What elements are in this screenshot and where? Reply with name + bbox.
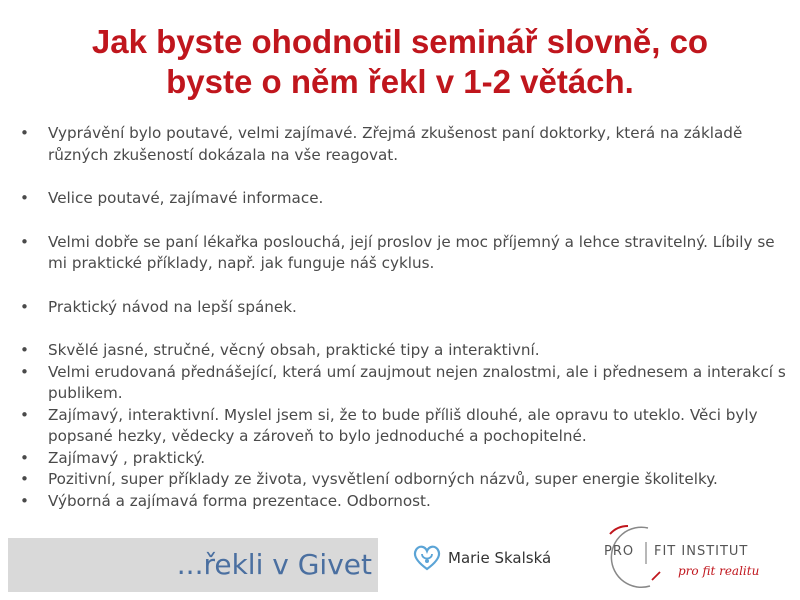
list-item-text: Velice poutavé, zajímavé informace. xyxy=(48,189,324,207)
list-item xyxy=(20,448,790,470)
bullet-icon: • xyxy=(20,124,29,142)
list-item xyxy=(20,340,790,362)
list-item xyxy=(20,232,790,275)
list-item xyxy=(20,362,790,405)
logo-name: Marie Skalská xyxy=(448,549,552,567)
bullet-icon: • xyxy=(20,297,29,316)
footer-text: ...řekli v Givet xyxy=(176,548,372,581)
list-item-text: Velmi dobře se paní lékařka poslouchá, její proslov je moc příjemný a lehce stravitelný. Líbily se mi praktické příklady, např. jak funguje náš cyklus. xyxy=(48,232,775,272)
list-item-text: Pozitivní, super příklady ze života, vysvětlení odborných názvů, super energie školitelky. xyxy=(48,470,718,488)
bullet-icon: • xyxy=(20,448,29,467)
list-item xyxy=(20,123,790,166)
list-item xyxy=(20,469,790,491)
list-item-text: Zajímavý, interaktivní. Myslel jsem si, že to bude příliš dlouhé, ale opravu to uteklo. Věci byly popsané hezky, vědecky a zároveň to bylo jednoduché a pochopitelné. xyxy=(48,405,758,445)
heart-stethoscope-icon xyxy=(412,542,442,574)
list-item xyxy=(20,405,790,448)
slide-title-line-2: byste o něm řekl v 1-2 větách. xyxy=(166,63,634,100)
bullet-icon: • xyxy=(20,405,29,424)
marie-skalska-logo xyxy=(412,542,551,574)
bullet-icon: • xyxy=(20,491,29,510)
list-item xyxy=(20,188,790,210)
footer-band xyxy=(8,538,378,592)
bullet-icon: • xyxy=(20,232,29,251)
list-item-text: Skvělé jasné, stručné, věcný obsah, praktické tipy a interaktivní. xyxy=(48,341,540,359)
list-item-text: Zajímavý , praktický. xyxy=(48,448,206,467)
profit-institut-logo xyxy=(588,520,793,594)
bullet-icon: • xyxy=(20,189,29,207)
list-item-text: Praktický návod na lepší spánek. xyxy=(48,297,297,316)
slide-title-line-1: Jak byste ohodnotil seminář slovně, co xyxy=(91,23,709,60)
list-item-text: Výborná a zajímavá forma prezentace. Odbornost. xyxy=(48,491,431,510)
bullet-icon: • xyxy=(20,362,29,381)
list-item-text: Vyprávění bylo poutavé, velmi zajímavé. Zřejmá zkušenost paní doktorky, která na základě různých zkušeností dokázala na vše reagovat. xyxy=(48,124,743,164)
list-item xyxy=(20,297,790,319)
logo-pro-text: PRO xyxy=(604,544,635,559)
list-item-text: Velmi erudovaná přednášející, která umí zaujmout nejen znalostmi, ale i přednesem a interakcí s publikem. xyxy=(48,362,786,402)
bullet-icon: • xyxy=(20,470,29,488)
list-item xyxy=(20,491,790,513)
logo-tagline: pro fit realitu xyxy=(678,564,760,578)
logo-institut-text: FIT INSTITUT xyxy=(654,544,749,559)
feedback-list xyxy=(20,123,790,512)
slide-title xyxy=(0,22,800,102)
bullet-icon: • xyxy=(20,341,29,359)
